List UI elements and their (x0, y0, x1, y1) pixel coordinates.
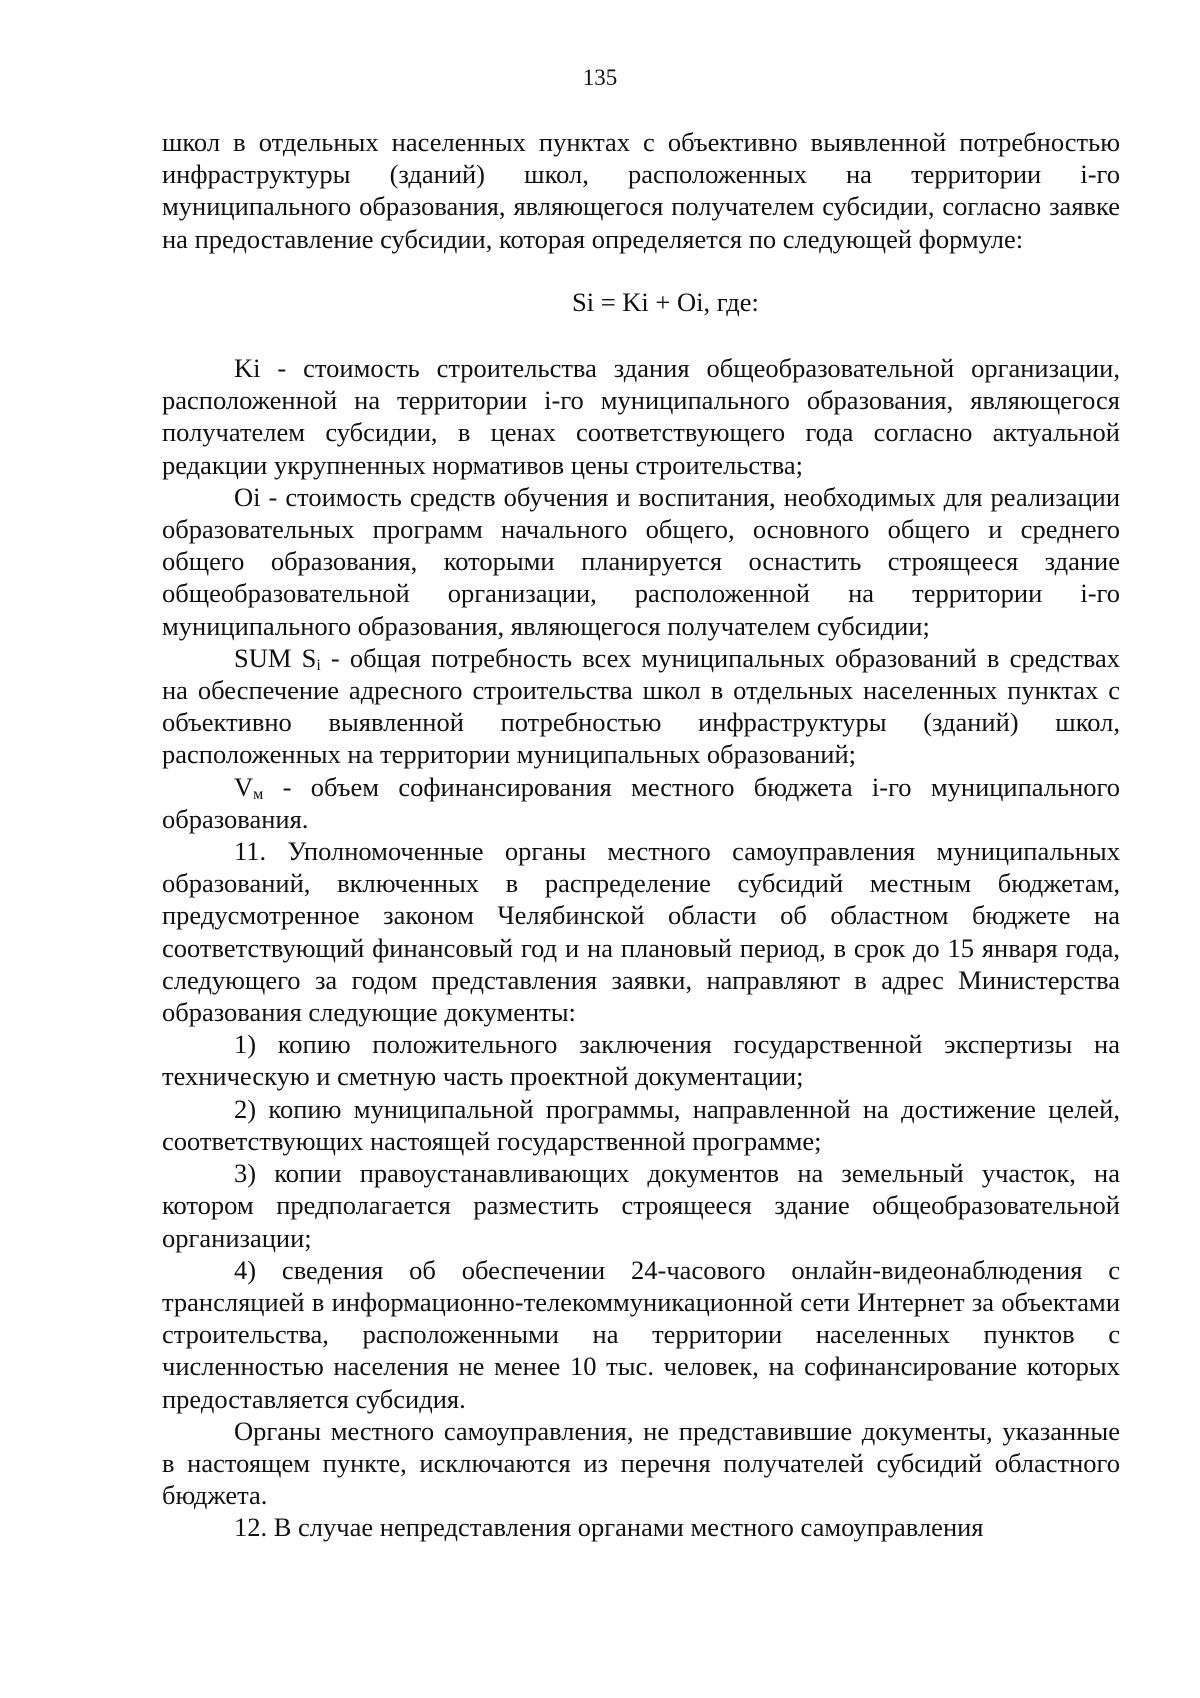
sum-symbol: SUM S (234, 642, 317, 673)
paragraph-11: 11. Уполномоченные органы местного самоуправления муниципальных образований, включенных в распределение субсидий местным бюджетам, предусмотренное законом Челябинской области об областном бюджете на соответствующий финансовый год и на плановый период, в срок до 15 января года, следующего за годом представления заявки, направляют в адрес Министерства образования следующие документы: (162, 836, 1120, 1028)
list-item-3: 3) копии правоустанавливающих документов на земельный участок, на котором предполагается разместить строящееся здание общеобразовательной организации; (162, 1158, 1120, 1253)
list-item-1: 1) копию положительного заключения государственной экспертизы на техническую и сметную часть проектной документации; (162, 1029, 1120, 1092)
paragraph-sum-definition (162, 642, 1120, 771)
list-item-4: 4) сведения об обеспечении 24-часового онлайн-видеонаблюдения с трансляцией в информационно-телекоммуникационной сети Интернет за объектами строительства, расположенными на территории населенных пунктов с численностью населения не менее 10 тыс. человек, на софинансирование которых предоставляется субсидия. (162, 1254, 1120, 1414)
paragraph-oi-definition: Oi - стоимость средств обучения и воспитания, необходимых для реализации образовательных программ начального общего, основного общего и среднего общего образования, которыми планируется оснастить строящееся здание общеобразовательной организации, расположенной на территории i-го муниципального образования, являющегося получателем субсидии; (162, 481, 1120, 641)
formula: Si = Ki + Oi, где: (572, 286, 759, 317)
vm-definition-text: - объем софинансирования местного бюджета i-го муниципального образования. (162, 771, 1120, 834)
paragraph-intro: школ в отдельных населенных пунктах с объективно выявленной потребностью инфраструктуры (зданий) школ, расположенных на территории i-го муниципального образования, являющегося получателем субсидии, согласно заявке на предоставление субсидии, которая определяется по следующей формуле: (162, 127, 1120, 254)
document-body (162, 126, 1120, 1544)
paragraph-vm-definition (162, 771, 1120, 835)
paragraph-12: 12. В случае непредставления органами местного самоуправления (234, 1512, 984, 1543)
paragraph-ki-definition: Ki - стоимость строительства здания общеобразовательной организации, расположенной на территории i-го муниципального образования, являющегося получателем субсидии, в ценах соответствующего года согласно актуальной редакции укрупненных нормативов цены строительства; (162, 353, 1120, 480)
v-symbol-subscript: м (253, 785, 264, 803)
page-number: 135 (582, 65, 618, 90)
v-symbol: V (234, 771, 254, 802)
list-item-2: 2) копию муниципальной программы, направленной на достижение целей, соответствующих настоящей государственной программе; (162, 1093, 1120, 1156)
paragraph-exclusion: Органы местного самоуправления, не представившие документы, указанные в настоящем пункте, исключаются из перечня получателей субсидий областного бюджета. (162, 1415, 1120, 1511)
sum-definition-text: - общая потребность всех муниципальных образований в средствах на обеспечение адресного строительства школ в отдельных населенных пунктах с объективно выявленной потребностью инфраструктуры (зданий) школ, расположенных на территории муниципальных образований; (162, 642, 1120, 770)
sum-symbol-subscript: i (316, 656, 321, 674)
